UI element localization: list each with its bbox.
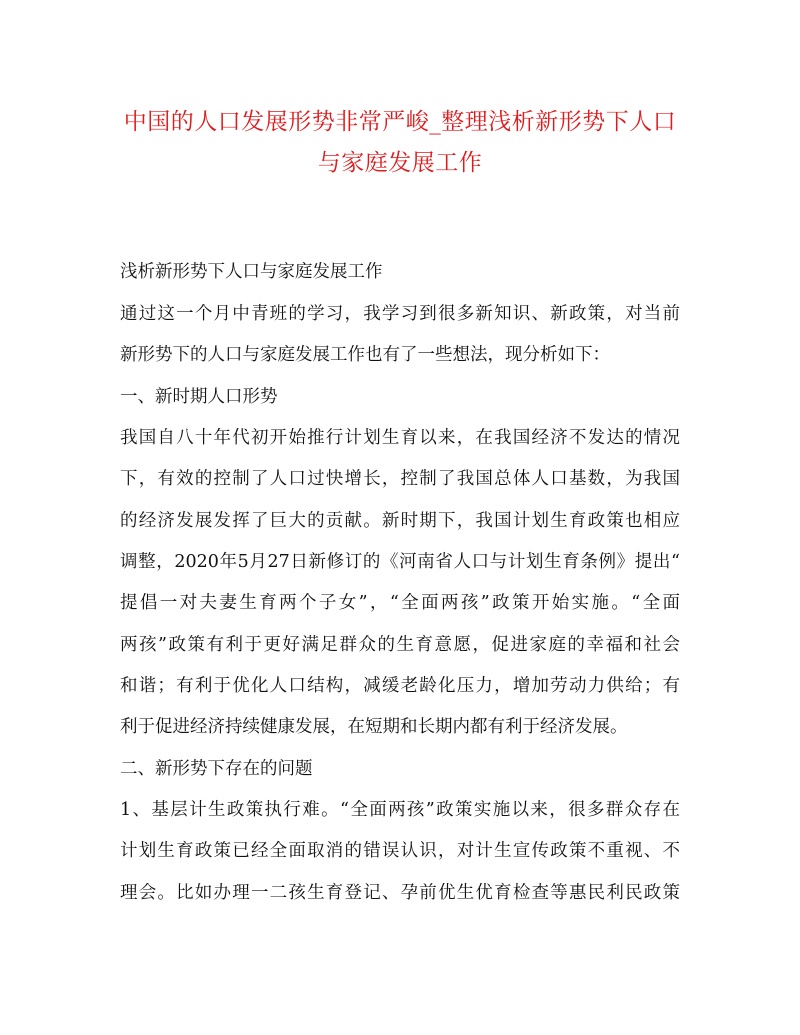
paragraph-line: 下，有效的控制了人口过快增长，控制了我国总体人口基数，为我国 — [120, 469, 680, 489]
paragraph-line: 计划生育政策已经全面取消的错误认识，对计生宣传政策不重视、不 — [120, 841, 680, 861]
paragraph-line: 调整，2020年5月27日新修订的《河南省人口与计划生育条例》提出“ — [120, 552, 680, 572]
subtitle: 浅析新形势下人口与家庭发展工作 — [120, 262, 383, 282]
section-heading-2: 二、新形势下存在的问题 — [120, 759, 313, 779]
paragraph-line: 利于促进经济持续健康发展，在短期和长期内都有利于经济发展。 — [120, 717, 628, 737]
section-heading-1: 一、新时期人口形势 — [120, 387, 278, 407]
document-title-line-2: 与家庭发展工作 — [317, 150, 483, 176]
paragraph-line: 的经济发展发挥了巨大的贡献。新时期下，我国计划生育政策也相应 — [120, 511, 680, 531]
paragraph-line: 我国自八十年代初开始推行计划生育以来，在我国经济不发达的情况 — [120, 428, 680, 448]
paragraph-line: 新形势下的人口与家庭发展工作也有了一些想法，现分析如下： — [120, 345, 610, 365]
paragraph-line: 提倡一对夫妻生育两个子女”，“全面两孩”政策开始实施。“全面 — [120, 593, 680, 613]
paragraph-line: 理会。比如办理一二孩生育登记、孕前优生优育检查等惠民利民政策 — [120, 883, 680, 903]
paragraph-line: 1、基层计生政策执行难。“全面两孩”政策实施以来，很多群众存在 — [120, 800, 680, 820]
paragraph-line: 通过这一个月中青班的学习，我学习到很多新知识、新政策，对当前 — [120, 304, 680, 324]
document-title-line-1: 中国的人口发展形势非常严峻_整理浅析新形势下人口 — [123, 109, 677, 135]
paragraph-line: 两孩”政策有利于更好满足群众的生育意愿，促进家庭的幸福和社会 — [120, 635, 680, 655]
paragraph-line: 和谐；有利于优化人口结构，减缓老龄化压力，增加劳动力供给；有 — [120, 676, 680, 696]
